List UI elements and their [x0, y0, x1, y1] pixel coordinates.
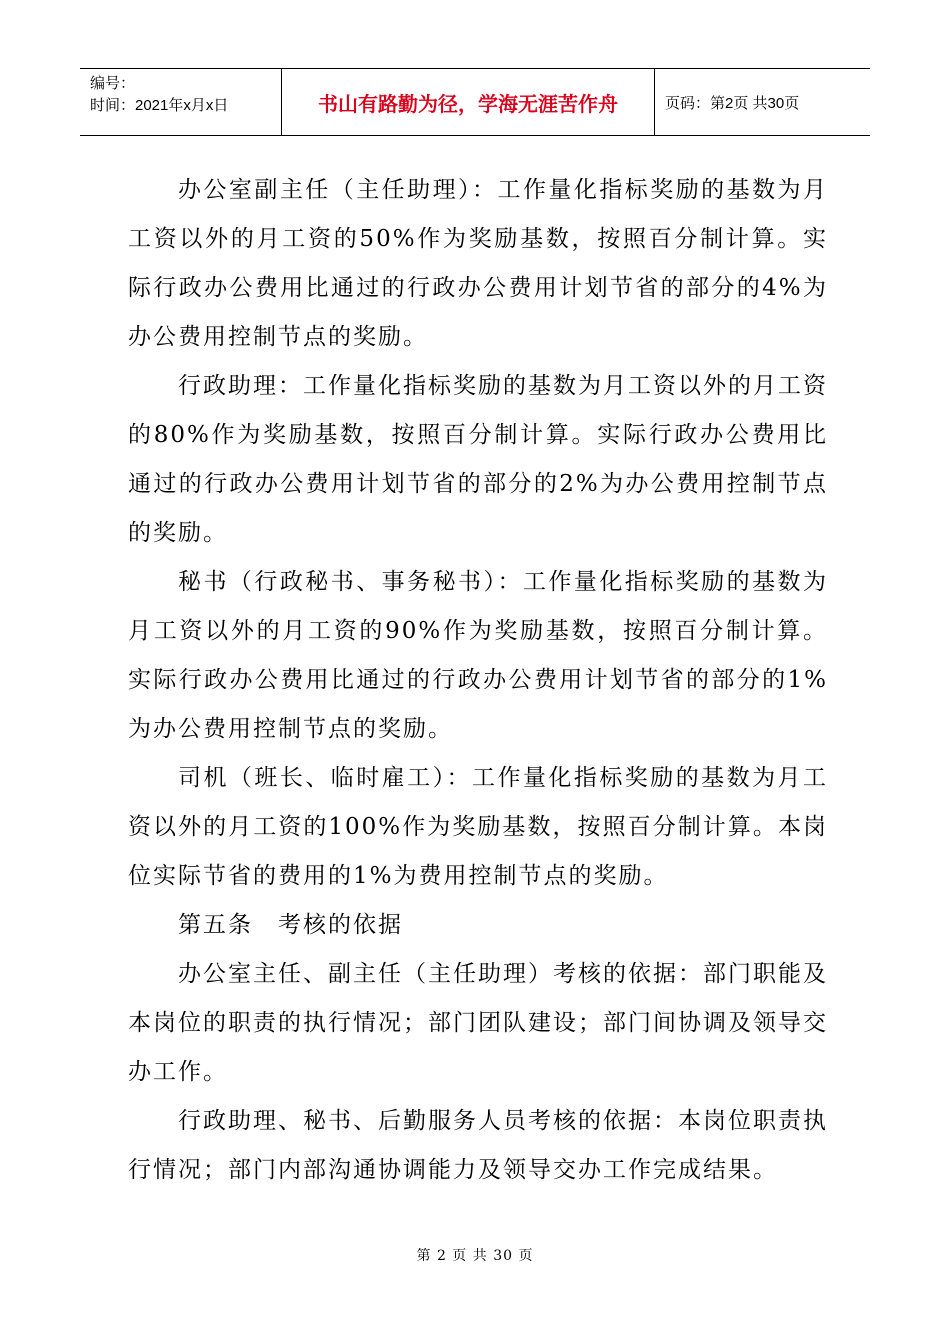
paragraph-driver: 司机（班长、临时雇工）：工作量化指标奖励的基数为月工资以外的月工资的100%作为奖励基数，按照百分制计算。本岗位实际节省的费用的1%为费用控制节点的奖励。: [128, 765, 828, 889]
document-date: 时间：2021年x月x日: [90, 97, 229, 114]
paragraph-deputy-director: 办公室副主任（主任助理）：工作量化指标奖励的基数为月工资以外的月工资的50%作为奖励基数，按照百分制计算。实际行政办公费用比通过的行政办公费用计划节省的部分的4%为办公费用控制节点的奖励。: [128, 177, 828, 350]
document-number-label: 编号：: [90, 75, 136, 92]
header-motto: 书山有路勤为径，学海无涯苦作舟: [282, 69, 655, 135]
paragraph-secretary: 秘书（行政秘书、事务秘书）：工作量化指标奖励的基数为月工资以外的月工资的90%作为奖励基数，按照百分制计算。实际行政办公费用比通过的行政办公费用计划节省的部分的1%为办公费用控制节点的奖励。: [128, 569, 828, 742]
header-page-info: 页码：第2页 共30页: [665, 94, 800, 112]
paragraph-admin-assistant: 行政助理：工作量化指标奖励的基数为月工资以外的月工资的80%作为奖励基数，按照百分制计算。实际行政办公费用比通过的行政办公费用计划节省的部分的2%为办公费用控制节点的奖励。: [128, 373, 828, 546]
page-header: [80, 68, 870, 136]
page-footer: 第 2 页 共 30 页: [416, 1248, 534, 1264]
header-meta: [80, 69, 282, 135]
paragraph-staff-basis: 行政助理、秘书、后勤服务人员考核的依据：本岗位职责执行情况；部门内部沟通协调能力及领导交办工作完成结果。: [128, 1108, 828, 1183]
document-body: [128, 166, 828, 1195]
paragraph-director-basis: 办公室主任、副主任（主任助理）考核的依据：部门职能及本岗位的职责的执行情况；部门团队建设；部门间协调及领导交办工作。: [128, 961, 828, 1085]
article-five-heading: 第五条 考核的依据: [178, 912, 403, 938]
